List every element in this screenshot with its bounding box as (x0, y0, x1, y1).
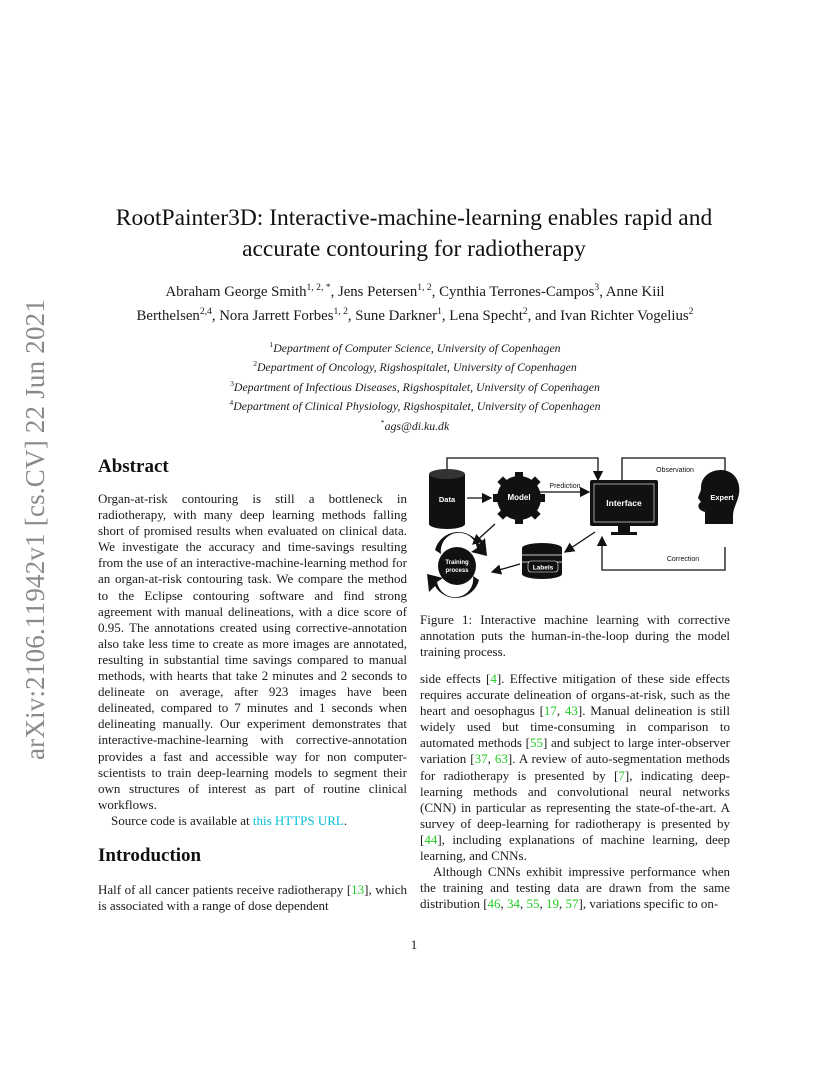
arxiv-sidebar-stamp: arXiv:2106.11942v1 [cs.CV] 22 Jun 2021 (20, 298, 50, 760)
author-name: , Cynthia Terrones-Campos (431, 283, 595, 300)
author-name: , and Ivan Richter Vogelius (527, 307, 689, 324)
citation-link[interactable]: 43 (564, 703, 578, 719)
abstract-body (98, 491, 407, 829)
paper-title (60, 203, 768, 265)
introduction-paragraph-2: Although CNNs exhibit impressive performance when the training and testing data are drawn from the same distribution [46, 34, 55, 19, 57], variations specific to on- (420, 864, 730, 912)
diagram-label-process: process (445, 568, 469, 574)
figure-1-diagram (415, 452, 745, 602)
author-affil-mark: 1, 2 (333, 305, 348, 317)
author-line-1 (70, 278, 760, 302)
citation-link[interactable]: 4 (490, 671, 497, 686)
author-name: , Sune Darkner (347, 307, 438, 324)
affiliation: $^2$Department of Oncology, Rigshospitalet, University of Copenhagen (253, 359, 577, 375)
author-affil-mark: 2 (522, 305, 528, 317)
diagram-label-interface: Interface (606, 498, 642, 508)
diagram-label-labels: Labels (532, 564, 554, 572)
author-list (70, 278, 760, 326)
citation-link[interactable]: 7 (618, 767, 625, 783)
figure-1-caption: Figure 1: Interactive machine learning with corrective annotation puts the human-in-the-loop during the model training process. (420, 612, 730, 660)
citation-link[interactable]: 63 (494, 751, 508, 767)
author-affil-mark: 1, 2, * (306, 282, 331, 293)
citation-link[interactable]: 37 (474, 751, 488, 767)
citation-link[interactable]: 19 (546, 896, 560, 912)
citation-link[interactable]: 46 (487, 896, 501, 912)
affiliations (120, 337, 710, 434)
author-name: , Jens Petersen (330, 283, 418, 300)
diagram-label-expert: Expert (710, 493, 734, 502)
affiliation: $^4$Department of Clinical Physiology, Rigshospitalet, University of Copenhagen (229, 398, 601, 414)
author-name: Berthelsen (136, 307, 200, 324)
author-line-2 (70, 302, 760, 326)
affiliation: $^1$Department of Computer Science, University of Copenhagen (269, 340, 561, 355)
affiliation: $^3$Department of Infectious Diseases, Rigshospitalet, University of Copenhagen (230, 378, 600, 394)
abstract-heading: Abstract (98, 456, 169, 477)
diagram-label-observation: Observation (656, 467, 694, 474)
title-line-1: RootPainter3D: Interactive-machine-learning enables rapid and (115, 205, 713, 231)
diagram-label-prediction: Prediction (549, 483, 581, 490)
gear-icon (493, 472, 545, 524)
training-cycle-icon (427, 532, 487, 598)
diagram-label-correction: Correction (666, 556, 700, 563)
author-affil-mark: 2,4 (199, 305, 212, 317)
citation-link[interactable]: 55 (529, 735, 543, 751)
page-number: 1 (410, 937, 418, 952)
citation-link[interactable]: 17 (543, 703, 557, 719)
author-affil-mark: 2 (688, 305, 694, 317)
citation-link[interactable]: 13 (351, 882, 365, 897)
labels-stack-icon (522, 543, 562, 579)
title-line-2: accurate contouring for radiotherapy (242, 236, 586, 262)
diagram-label-training: Training (445, 560, 469, 566)
contact-email: *ags@di.ku.dk (380, 417, 450, 433)
citation-link[interactable]: 57 (565, 896, 579, 912)
introduction-heading: Introduction (98, 845, 202, 866)
author-name: Abraham George Smith (165, 283, 307, 300)
author-name: , Nora Jarrett Forbes (211, 307, 334, 324)
author-name: , Lena Specht (441, 307, 523, 324)
citation-link[interactable]: 44 (424, 831, 438, 847)
diagram-label-model: Model (507, 493, 531, 502)
author-name: , Anne Kiil (599, 283, 665, 300)
citation-link[interactable]: 55 (526, 896, 540, 912)
diagram-label-data: Data (438, 495, 456, 504)
author-affil-mark: 1 (437, 305, 442, 317)
monitor-icon (590, 480, 658, 535)
introduction-paragraph: Half of all cancer patients receive radiotherapy [13], which is associated with a range of dose dependent (98, 882, 407, 914)
source-code-link[interactable]: this HTTPS URL (252, 812, 344, 828)
database-icon (429, 469, 465, 529)
citation-link[interactable]: 34 (507, 896, 521, 912)
expert-head-icon (698, 470, 739, 524)
introduction-paragraph-continued: side effects [4]. Effective mitigation of these side effects requires accurate delineation of organs-at-risk, such as the heart and oesophagus [17, 43]. Manual delineation is still widely used but time-consuming in comparison to automated methods [55] and subject to large inter-observer variation [37, 63]. A review of auto-segmentation methods for radiotherapy is presented by [7], indicating deep-learning methods and convolutional neural networks (CNN) in particular as representing the state-of-the-art. A survey of deep-learning for radiotherapy is presented by [44], including explanations of machine learning, deep learning, and CNNs. (420, 671, 730, 864)
right-column-text (420, 671, 730, 912)
abstract-text: Organ-at-risk contouring is still a bottleneck in radiotherapy, with many deep learning methods falling short of promised results when evaluated on clinical data. We investigate the accuracy and time-savings resulting from the use of an interactive-machine-learning method for an organ-at-risk contouring task. We compare the method to the Eclipse contouring software and find strong agreement with manual delineations, with a dice score of 0.95. The annotations created using corrective-annotation also take less time to create as more images are annotated, resulting in substantial time savings compared to manual methods, with hearts that take 2 minutes and 2 seconds to delineate on average, after 923 images have been delineated, compared to 7 minutes and 1 seconds when delineating manually. Our experiment demonstrates that interactive-machine-learning with corrective-annotation provides a fast and accessible way for non computer-scientists to train deep-learning models to segment their own structures of interest as part of routine clinical workflows. (98, 491, 407, 812)
source-code-line: Source code is available at this HTTPS URL. (111, 812, 348, 828)
author-affil-mark: 1, 2 (417, 282, 432, 293)
author-affil-mark: 3 (594, 282, 600, 293)
